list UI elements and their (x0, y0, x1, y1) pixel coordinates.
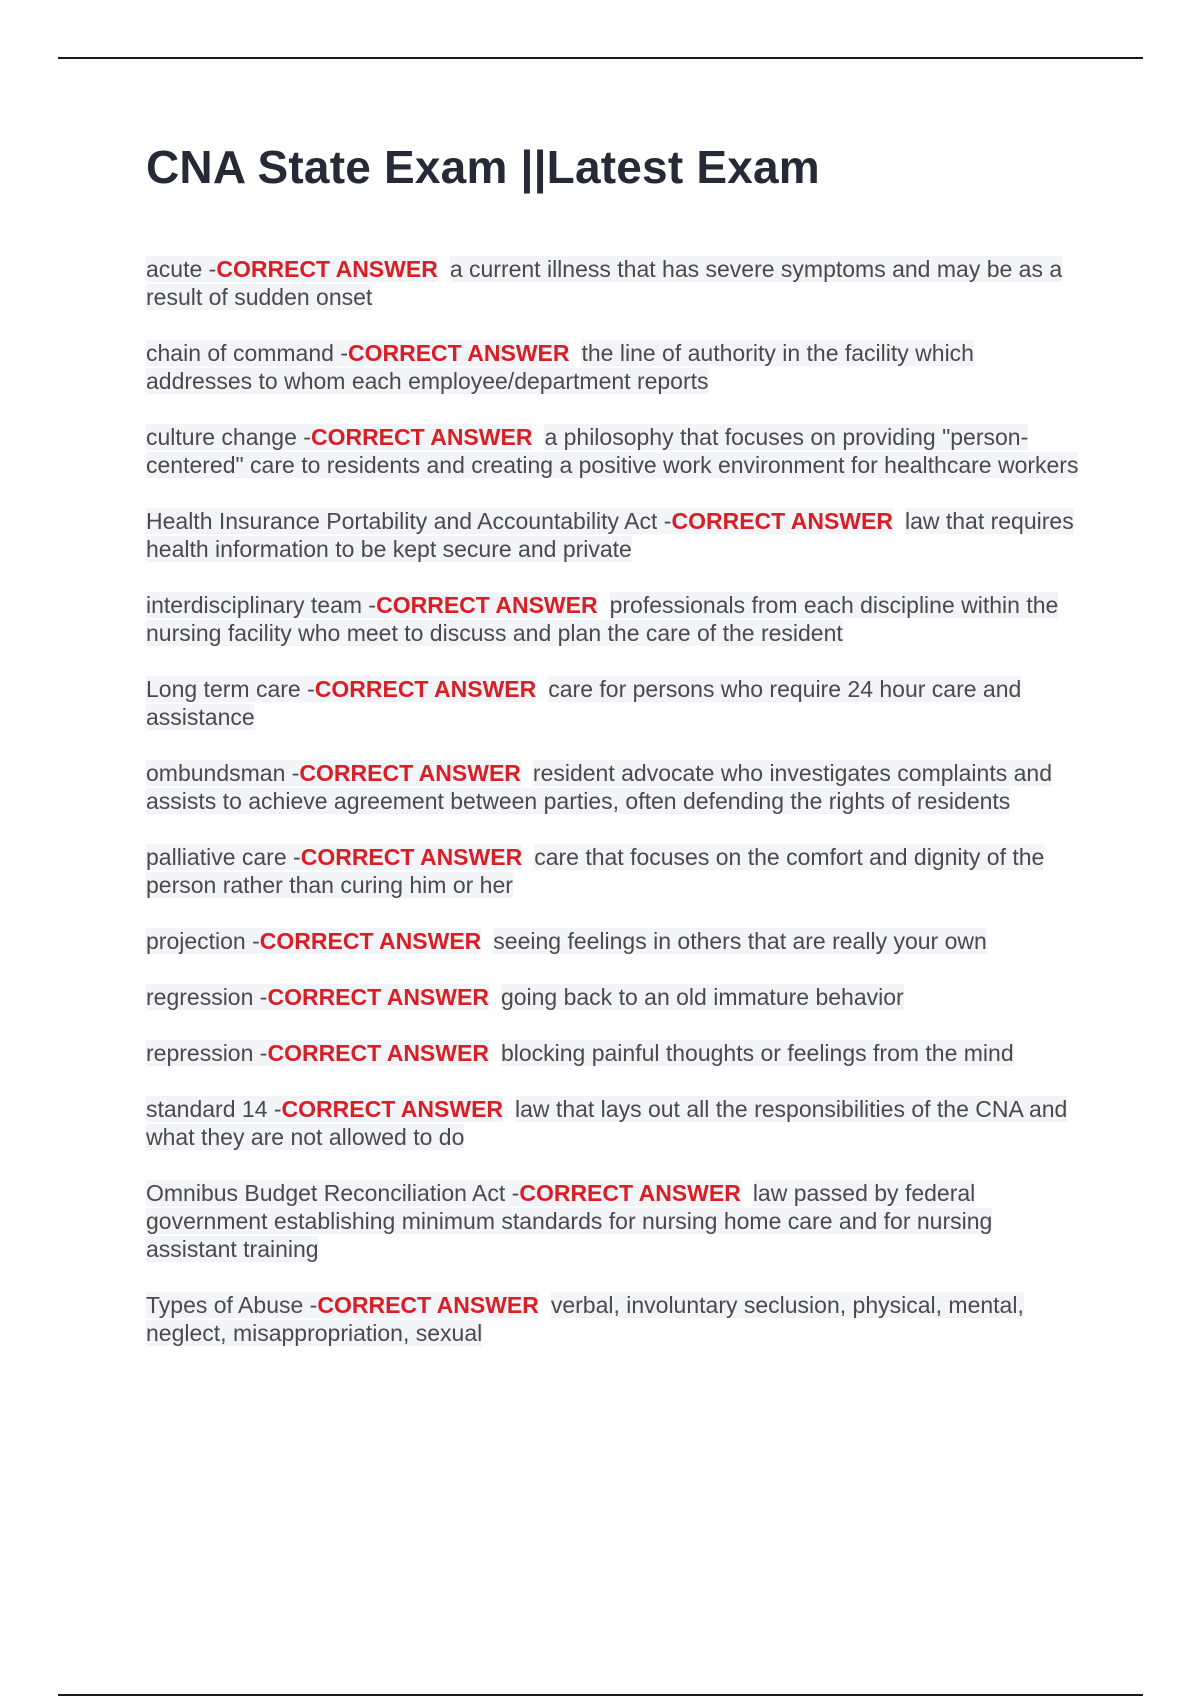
term-text: interdisciplinary team (146, 592, 363, 619)
definition-text: the line of authority in the facility which addresses to whom each employee/department reports (146, 340, 974, 395)
definition-text: care that focuses on the comfort and dignity of the person rather than curing him or her (146, 844, 1045, 899)
term-entry (146, 1095, 1081, 1151)
term-text: regression (146, 984, 254, 1011)
term-text: Health Insurance Portability and Accountability Act (146, 508, 658, 535)
correct-answer-label: CORRECT ANSWER (314, 676, 537, 703)
term-text: ombundsman (146, 760, 286, 787)
page-top-rule (58, 57, 1143, 59)
correct-answer-label: CORRECT ANSWER (317, 1292, 539, 1319)
definition-text: a current illness that has severe symptoms and may be as a result of sudden onset (146, 256, 1063, 311)
flashcard-list (146, 255, 1081, 1347)
correct-answer-label: CORRECT ANSWER (259, 928, 482, 955)
correct-answer-label: CORRECT ANSWER (299, 760, 521, 787)
term-text: acute (146, 256, 203, 283)
definition-text: care for persons who require 24 hour care and assistance (146, 676, 1022, 731)
correct-answer-label: CORRECT ANSWER (267, 984, 489, 1011)
term-entry (146, 927, 1081, 955)
definition-text: blocking painful thoughts or feelings from the mind (500, 1040, 1014, 1067)
term-entry (146, 675, 1081, 731)
definition-text: verbal, involuntary seclusion, physical, mental, neglect, misappropriation, sexual (146, 1292, 1024, 1347)
term-text: palliative care (146, 844, 287, 871)
term-entry (146, 591, 1081, 647)
correct-answer-label: CORRECT ANSWER (216, 256, 438, 283)
document-body (146, 140, 1081, 1375)
correct-answer-label: CORRECT ANSWER (348, 340, 570, 367)
correct-answer-label: CORRECT ANSWER (300, 844, 523, 871)
correct-answer-label: CORRECT ANSWER (519, 1180, 741, 1207)
correct-answer-label: CORRECT ANSWER (376, 592, 598, 619)
term-separator: - (505, 1180, 520, 1207)
term-entry (146, 339, 1081, 395)
correct-answer-label: CORRECT ANSWER (671, 508, 893, 535)
term-text: culture change (146, 424, 297, 451)
term-separator: - (267, 1096, 282, 1123)
term-entry (146, 507, 1081, 563)
correct-answer-label: CORRECT ANSWER (281, 1096, 504, 1123)
term-separator: - (300, 676, 315, 703)
term-entry (146, 759, 1081, 815)
term-separator: - (303, 1292, 318, 1319)
term-separator: - (202, 256, 217, 283)
term-entry (146, 255, 1081, 311)
correct-answer-label: CORRECT ANSWER (310, 424, 533, 451)
definition-text: law passed by federal government establishing minimum standards for nursing home care and for nursing assistant training (146, 1180, 993, 1263)
page-title: CNA State Exam ||Latest Exam (146, 141, 820, 193)
term-text: Long term care (146, 676, 301, 703)
term-separator: - (245, 928, 260, 955)
term-entry (146, 983, 1081, 1011)
term-text: repression (146, 1040, 254, 1067)
term-separator: - (253, 984, 268, 1011)
definition-text: going back to an old immature behavior (500, 984, 904, 1011)
term-entry (146, 1179, 1081, 1263)
term-text: projection (146, 928, 246, 955)
definition-text: resident advocate who investigates complaints and assists to achieve agreement between parties, often defending the rights of residents (146, 760, 1052, 815)
term-separator: - (286, 844, 301, 871)
term-separator: - (253, 1040, 268, 1067)
term-text: Types of Abuse (146, 1292, 304, 1319)
term-entry (146, 1039, 1081, 1067)
page-bottom-rule (58, 1694, 1143, 1696)
term-text: Omnibus Budget Reconciliation Act (146, 1180, 506, 1207)
term-separator: - (333, 340, 348, 367)
term-text: chain of command (146, 340, 334, 367)
definition-text: seeing feelings in others that are really your own (493, 928, 987, 955)
term-entry (146, 1291, 1081, 1347)
definition-text: professionals from each discipline within the nursing facility who meet to discuss and plan the care of the resident (146, 592, 1059, 647)
term-text: standard 14 (146, 1096, 268, 1123)
definition-text: law that lays out all the responsibilities of the CNA and what they are not allowed to do (146, 1096, 1068, 1151)
correct-answer-label: CORRECT ANSWER (267, 1040, 489, 1067)
term-entry (146, 423, 1081, 479)
term-entry (146, 843, 1081, 899)
term-separator: - (362, 592, 377, 619)
definition-text: a philosophy that focuses on providing "person-centered" care to residents and creating a positive work environment for healthcare workers (146, 424, 1079, 479)
definition-text: law that requires health information to be kept secure and private (146, 508, 1074, 563)
term-separator: - (285, 760, 300, 787)
term-separator: - (657, 508, 672, 535)
term-separator: - (296, 424, 311, 451)
